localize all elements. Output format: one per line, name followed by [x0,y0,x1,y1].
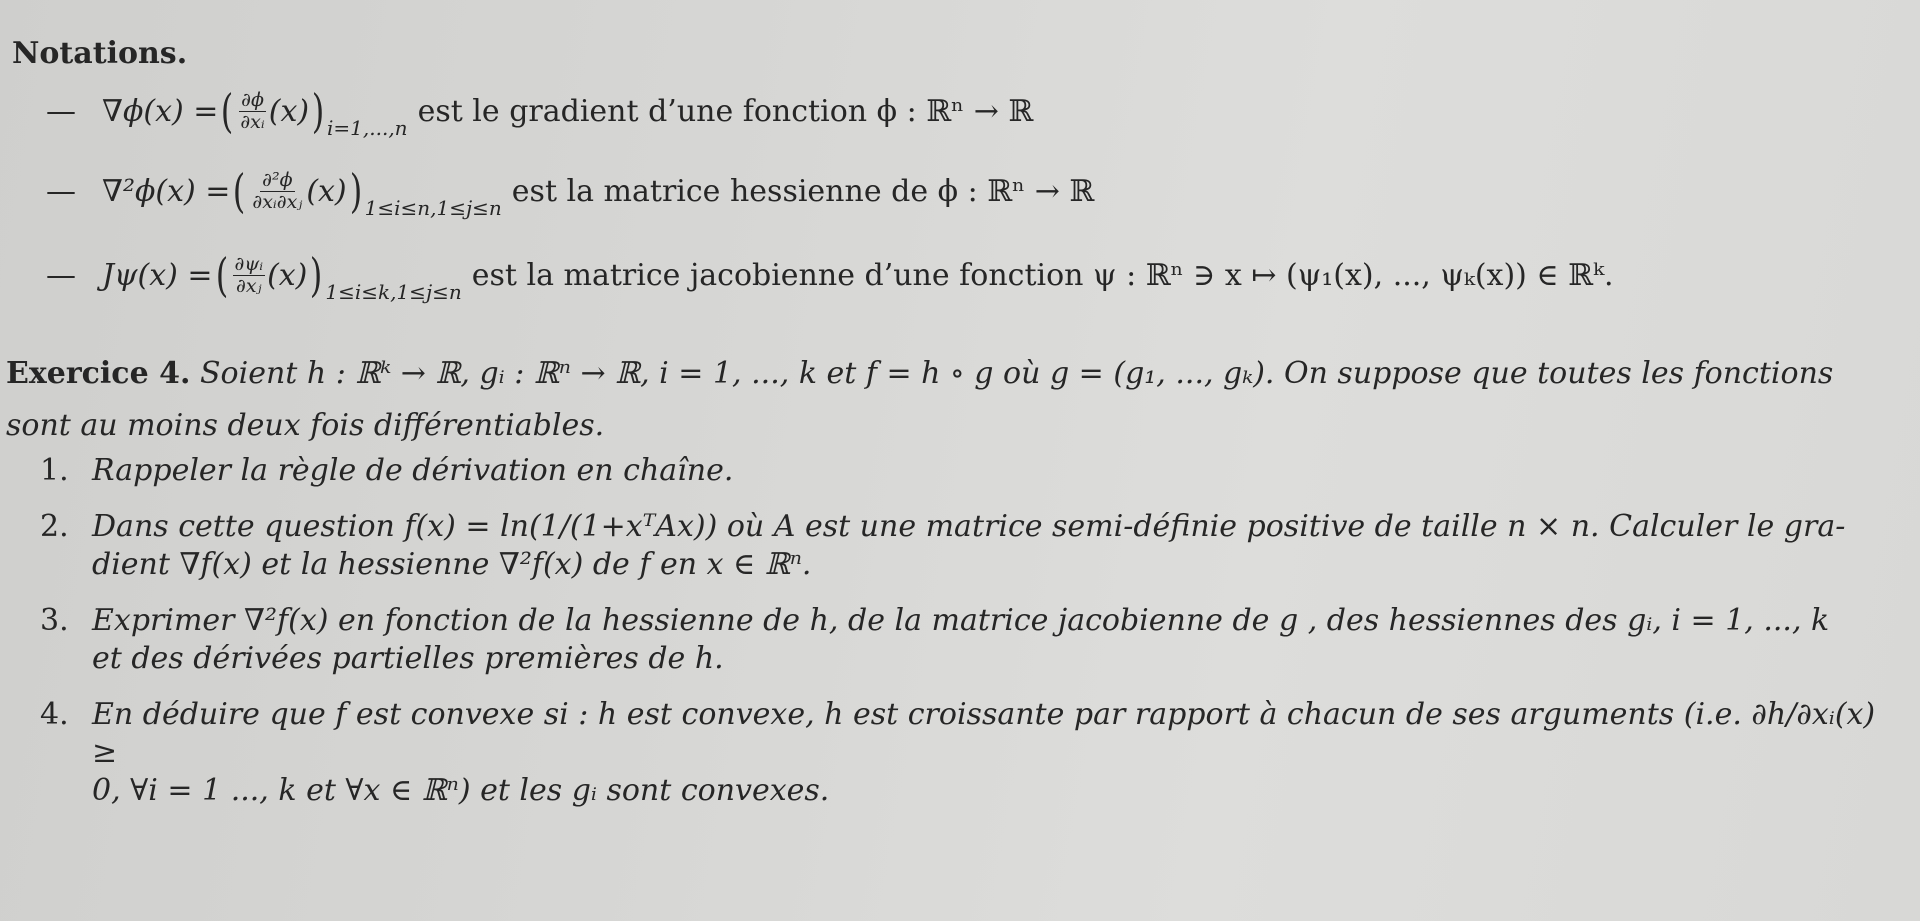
partial-fraction [238,90,266,133]
left-paren: ( [221,84,234,138]
fraction-denominator: ∂xᵢ∂xⱼ [252,190,303,213]
left-paren: ( [233,164,246,218]
formula-subscript: 1≤i≤k,1≤j≤n [325,280,462,304]
exercise-label: Exercice 4. [6,356,191,391]
question-number: 2. [40,509,69,544]
fraction-numerator: ∂ϕ [241,88,264,111]
question-item [40,508,1900,584]
formula-argument: (x) [268,93,310,129]
fraction-numerator: ∂ψᵢ [234,252,264,275]
right-paren: ) [310,248,323,302]
notation-description: est la matrice hessienne de ϕ : ℝⁿ → ℝ [511,173,1095,209]
right-paren: ) [311,84,325,138]
fraction-denominator: ∂xⱼ [236,274,262,297]
question-list [40,452,1900,828]
right-paren: ) [349,164,362,218]
left-paren: ( [215,248,228,302]
fraction-numerator: ∂²ϕ [262,168,293,191]
notation-dash: — [46,93,76,129]
notation-jacobian [46,248,1614,304]
notation-description: est le gradient d’une fonction ϕ : ℝⁿ → ℝ [417,93,1034,129]
fraction-denominator: ∂xᵢ [240,110,265,133]
notation-hessian [46,164,1095,220]
formula-subscript: i=1,...,n [327,116,408,140]
question-item [40,602,1900,678]
question-number: 1. [40,453,69,488]
question-number: 3. [40,603,69,638]
notation-formula [102,164,502,220]
question-item [40,696,1900,810]
exercise-intro: Soient h : ℝᵏ → ℝ, gᵢ : ℝⁿ → ℝ, i = 1, ..., k et f = h ∘ g où g = (g₁, ..., gₖ). On suppose que toutes les fonctions sont au moins deux fois différentiables. [6,356,1834,443]
notation-gradient [46,84,1034,140]
question-text: Exprimer ∇²f(x) en fonction de la hessienne de h, de la matrice jacobienne de g , des hessiennes des gᵢ, i = 1, ..., k et des dérivées partielles premières de h. [92,603,1830,676]
question-item [40,452,1900,490]
exercise-statement [6,348,1906,452]
formula-argument: (x) [267,257,308,293]
partial-fraction [233,254,266,297]
formula-argument: (x) [306,173,347,209]
question-number: 4. [40,697,69,732]
question-text: Dans cette question f(x) = ln(1/(1+xᵀAx)) où A est une matrice semi-définie positive de taille n × n. Calculer le gra- dient ∇f(x) et la hessienne ∇²f(x) de f en x ∈ ℝⁿ. [92,509,1846,582]
formula-lhs: ∇ϕ(x) = [102,93,219,129]
notations-heading: Notations. [12,36,188,71]
question-text: En déduire que f est convexe si : h est convexe, h est croissante par rapport à chacun de ses arguments (i.e. ∂h/∂xᵢ(x) ≥ 0, ∀i = 1 ..., k et ∀x ∈ ℝⁿ) et les gᵢ sont convexes. [92,697,1876,808]
notation-formula [102,84,408,140]
question-text: Rappeler la règle de dérivation en chaîne. [92,453,734,488]
formula-subscript: 1≤i≤n,1≤j≤n [364,196,502,220]
partial-fraction [250,170,304,213]
notation-dash: — [46,173,76,209]
formula-lhs: Jψ(x) = [102,257,213,293]
notation-formula [102,248,462,304]
formula-lhs: ∇²ϕ(x) = [102,173,231,209]
notation-description: est la matrice jacobienne d’une fonction ψ : ℝⁿ ∋ x ↦ (ψ₁(x), ..., ψₖ(x)) ∈ ℝᵏ. [471,257,1614,293]
notation-dash: — [46,257,76,293]
